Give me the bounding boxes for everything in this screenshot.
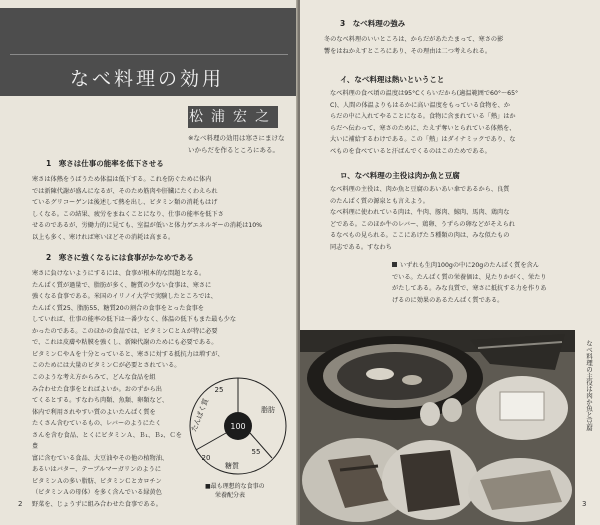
subsection-i-line: べものを食べていると汗ばんでくるのはこのためである。 [330,147,491,155]
section-2-heading: 2 寒さに強くなるには食事がかなめである [46,253,194,262]
subsection-ro-note-line: でいる。たんぱく質の栄養価は、見たりかがく、栄たり [392,273,547,281]
photo-caption: なべ料理の主役は肉か魚と豆腐 [585,340,593,431]
section-1-line: しくなる。この結果、疲労をまねくことになり、仕事の能率を低下さ [32,210,224,218]
subsection-ro-line: のたんぱく質の源泉とも言えよう。 [330,197,429,205]
section-2-line: たんぱく質が過量で、脂肪が多く、糖質の少ない食事は、寒さに [32,281,212,289]
section-2-line: このためには大量のビタミンＣが必要とされている。 [32,362,181,369]
section-2-line: さんを含む食品、とくにビタミンＡ、Ｂ₁、Ｂ₂、Ｃを豊 [32,431,182,450]
subsection-ro-heading: ロ、なべ料理の主役は肉か魚と豆腐 [340,171,460,180]
section-2-line: このような考え方からみて、どんな食品を組 [32,374,156,381]
subsection-ro-note-line [392,260,586,272]
diagram-divider [196,433,226,450]
diagram-caption [205,482,265,500]
section-1-line: ているグリコーゲンは後述して熱を出し、ビタミン類の消耗もはげ [32,199,218,206]
carb-value: 20 [201,454,211,462]
title-band [0,8,298,96]
tofu-block-icon [500,392,544,420]
subsection-i-line: 大いに補給するわけである。この「熱」はダイナミックであり、な [330,136,516,143]
section-2-line: てくるとする。すなわち肉類、魚類、卵類など、 [32,397,169,404]
subsection-i-line: なべ料理の食べ頃の温度は95°Cくらいだから(適温範囲で60°〜65° [330,90,519,97]
subsection-i-heading: イ、なべ料理は熱いということ [340,75,445,84]
section-2-line: ビタミンＣやＡを十分とっていると、寒さに対する抵抗力は増すが、 [32,350,224,358]
author-name: 松浦宏之 [188,106,278,128]
section-1-line: 寒さは体熱をうばうため体温は低下する。これを防ぐために体内 [32,176,212,183]
title-rule [10,54,288,55]
tofu-piece-icon [366,368,394,380]
subsection-ro-body [330,184,586,253]
vegetable-piece-icon [402,375,422,385]
page-number-left: 2 [18,500,23,508]
subsection-i-line: らだへ伝わって、寒さのために、たえず奪いとられている体熱を、 [330,124,516,132]
section-3-line: 冬のなべ料理のいいところは、からだがあたたまって、寒さの影 [324,36,504,43]
section-2-line: 強くなる食事である。米国のイリノイ大学で実験したところでは、 [32,293,217,300]
pot-broth-icon [337,352,453,400]
subsection-i-line: C)、人間の体温よりもはるかに高い温度をもっている食物を、か [330,101,510,109]
section-3-heading: 3 なべ料理の強み [340,19,406,28]
bullet-icon [392,262,397,267]
section-2-line: （ビタミンＡの母体）を多く含んでいる緑黄色 [32,489,162,496]
section-2-line: たくさん含むているもの、レバーのようにたく [32,420,162,427]
subsection-ro-line: なべ料理の主役は、肉か魚と豆腐のあいあい傘であるから、良質 [330,186,510,193]
page-title: なべ料理の効用 [70,68,225,90]
nabe-food-photo [300,330,575,525]
section-2-body-narrow [32,372,182,510]
subsection-ro-note-line: げるのに効果のあるたんぱく質である。 [392,296,504,304]
subsection-ro-note [392,260,586,306]
section-2-line: 体内で利用されやすい質のよいたんぱく質を [32,408,156,416]
section-2-line: 富に含むている食品、大豆油やその他の植物油、 [32,454,169,462]
section-1-line: せるのであるが、労働力的に見ても、室温が低いと体力ゲエネルギーの消耗は10% [32,222,263,229]
carb-label: 糖質 [225,462,239,470]
fat-value: 55 [251,448,261,456]
diagram-caption-line: ■最も理想的な食事の [205,483,265,490]
section-2-line: かったのである。このほかの食品では、ビタミンＣとＡが特に必要 [32,327,218,335]
section-1-body [32,174,282,243]
left-page [0,0,298,525]
section-3-line: 響をはねかえすところにあり、その理由は二つ考えられる。 [324,47,492,55]
subsection-ro-line: なべ料理に使われている肉は、牛肉、豚肉、鯨肉、馬肉、鶏肉な [330,209,510,216]
section-1-heading: 1 寒さは仕事の能率を低下させる [46,159,164,168]
section-2-line: で、これは皮膚や粘膜を強くし、新陳代謝のためにも必要である。 [32,339,218,346]
subsection-ro-line: 同志である。すなわち [330,243,392,251]
section-3-body [324,34,586,57]
egg-icon [420,402,440,426]
subsection-ro-line: どである。このほか牛のレバー、鶏卵、うずらの卵などがそえられ [330,220,515,228]
section-2-line: あるいはバター、テーブルマーガリンのように [32,466,162,473]
diagram-caption-line: 栄養配分表 [215,492,246,499]
protein-label: たんぱく質 [189,397,211,433]
subsection-ro-line: るなべもの見られる。ここにあげた５種類の肉は、みな似たもの [330,232,510,239]
section-2-line: たんぱく質25、脂肪55、糖質20の割合の食事をとった食事を [32,304,204,312]
diagram-center-value: 100 [230,422,246,431]
section-2-line: 野菜を、じょうずに組み合わせた食事である。 [32,500,162,508]
subsection-ro-note-text: いずれも生肉100gの中に20gのたんぱく質を含ん [400,262,539,269]
section-2-line: 寒さに負けないようにするには、食事が根本的な問題となる。 [32,270,206,277]
subsection-i-body [330,88,586,157]
subsection-ro-note-line: がたしてある。みな良質で、寒さに抵抗する力を作りあ [392,285,547,292]
page-number-right: 3 [582,500,587,508]
section-1-line: 以上も多く、寒ければ寒いほどその消耗は高まる。 [32,233,175,241]
subsection-i-line: らだの中に入れてやることになる。食物に含まれている「熱」はか [330,113,516,120]
egg-icon [442,398,462,422]
protein-value: 25 [214,386,224,394]
article-subtitle: ※なべ料理の効用は寒さにまけないからだを作るところにある。 [188,134,285,154]
meat-slices-icon [400,450,460,512]
fat-label: 脂肪 [261,406,275,414]
section-2-line: していれば、仕事の能率の低下は一番少なく、体温の低下もまた最も少な [32,316,237,323]
section-1-line: では新陳代謝が盛んになるが、そのため筋肉や肝臓にたくわえられ [32,187,218,195]
section-2-line: み合わせた食事をとればよいか。おのずから出 [32,385,162,393]
section-2-body [32,268,282,372]
section-2-line: ビタミンＡの多い脂肪、ビタミンＣとカロチン [32,477,162,485]
nutrition-ratio-diagram [188,372,288,480]
